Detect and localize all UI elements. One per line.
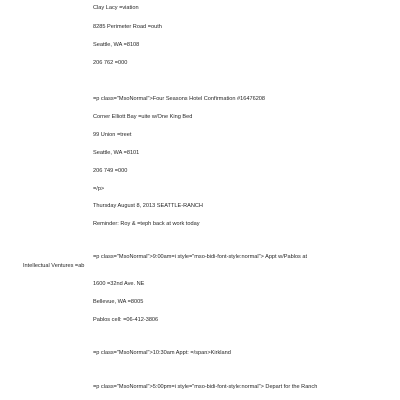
text-line: 99 Union =treet <box>93 132 132 138</box>
text-line: Intellectual Ventures =ab <box>23 263 85 269</box>
text-line: 1600 =32nd Ave. NE <box>93 281 145 287</box>
text-line: =/p> <box>93 186 105 192</box>
text-line: Corner Elliott Bay =uite w/One King Bed <box>93 114 193 120</box>
text-line: 8285 Perimeter Road =outh <box>93 24 162 30</box>
text-line: =p class="MsoNormal">9:00am=i style="mso-bidi-font-style:normal"> Appt w/Pablos at <box>93 254 308 260</box>
text-line: Clay Lacy =viation <box>93 5 139 11</box>
text-line: Seattle, WA =8108 <box>93 42 140 48</box>
text-line: Thursday August 8, 2013 SEATTLE-RANCH <box>93 203 203 209</box>
text-line: Reminder: Roy & =teph back at work today <box>93 221 200 227</box>
text-line: =p class="MsoNormal">5:00pm=i style="mso-bidi-font-style:normal"> Depart for the Ranch <box>93 384 318 390</box>
text-line: Pablos cell: =06-412-3806 <box>93 317 159 323</box>
text-line: 206 749 =000 <box>93 168 128 174</box>
text-line: Bellevue, WA =8005 <box>93 299 144 305</box>
text-line: 206 762 =000 <box>93 60 128 66</box>
text-line: =p class="MsoNormal">10:30am Appt: =/span>Kirkland <box>93 350 231 356</box>
text-line: Seattle, WA =8101 <box>93 150 140 156</box>
text-line: =p class="MsoNormal">Four Seasons Hotel Confirmation #16476208 <box>93 96 266 102</box>
